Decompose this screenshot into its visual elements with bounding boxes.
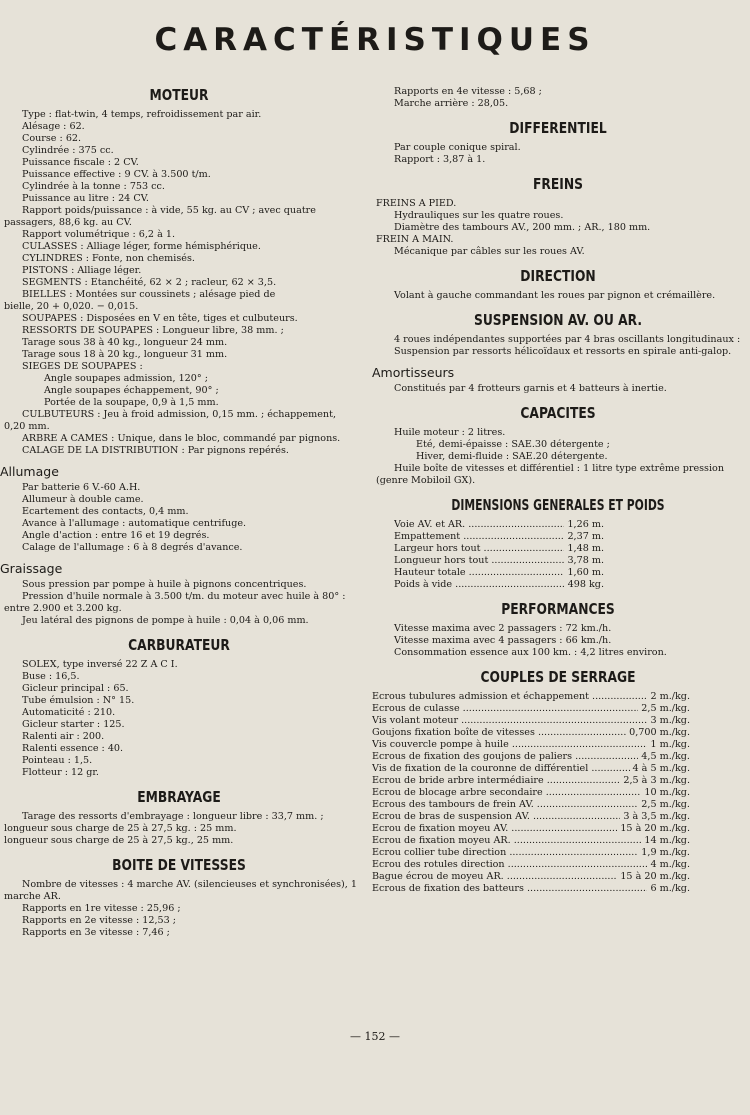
torque-row [372, 739, 690, 751]
torque-label: Ecrous tubulures admission et échappement ..... [372, 691, 647, 703]
torque-value: 1 m./kg. [650, 739, 690, 750]
spec-line: Vitesse maxima avec 2 passagers : 72 km./h. [394, 623, 612, 634]
dimension-row [394, 579, 604, 591]
spec-line: Hydrauliques sur les quatre roues. [394, 210, 564, 221]
torque-row [372, 727, 690, 739]
spec-line: Volant à gauche commandant les roues par pignon et crémaillère. [394, 290, 716, 301]
section-heading-couples: COUPLES DE SERRAGE [480, 668, 636, 686]
dimension-label: Largeur hors tout ..... [394, 543, 564, 555]
torque-value: 1,9 m./kg. [641, 847, 690, 858]
torque-label: Ecrous de fixation des batteurs ..... [372, 883, 647, 895]
spec-line: FREIN A MAIN. [376, 234, 454, 245]
spec-line: Ralenti essence : 40. [22, 743, 124, 754]
spec-line: Rapport : 3,87 à 1. [394, 154, 486, 165]
torque-row [372, 799, 690, 811]
spec-line: Constitués par 4 frotteurs garnis et 4 batteurs à inertie. [394, 383, 667, 394]
dimension-label: Empattement ..... [394, 531, 564, 543]
dimensions-table [372, 519, 744, 591]
torque-row [372, 823, 690, 835]
section-heading-differentiel: DIFFERENTIEL [509, 119, 607, 137]
spec-line: Huile moteur : 2 litres. [394, 427, 506, 438]
spec-line: Calage de l'allumage : 6 à 8 degrés d'avance. [22, 542, 243, 553]
dimension-label: Voie AV. et AR. ..... [394, 519, 564, 531]
torque-label: Bague écrou de moyeu AR. ..... [372, 871, 617, 883]
torque-row [372, 691, 690, 703]
spec-line: SEGMENTS : Etanchéité, 62 × 2 ; racleur, 62 × 3,5. [22, 277, 277, 288]
torque-label: Vis volant moteur ..... [372, 715, 647, 727]
spec-line: Gicleur starter : 125. [22, 719, 125, 730]
torque-row [372, 763, 690, 775]
section-heading-freins: FREINS [532, 175, 583, 193]
spec-line: Puissance effective : 9 CV. à 3.500 t/m. [22, 169, 211, 180]
left-column [0, 86, 358, 939]
spec-line: ARBRE A CAMES : Unique, dans le bloc, commandé par pignons. [22, 433, 341, 444]
spec-line: 4 roues indépendantes supportées par 4 bras oscillants longitudinaux : [394, 334, 741, 345]
torque-value: 10 m./kg. [644, 787, 690, 798]
spec-line: Par batterie 6 V.-60 A.H. [22, 482, 141, 493]
torque-value: 15 à 20 m./kg. [620, 871, 690, 882]
spec-line: Tube émulsion : N° 15. [22, 695, 135, 706]
dimension-value: 1,60 m. [567, 567, 604, 578]
spec-line: Jeu latéral des pignons de pompe à huile : 0,04 à 0,06 mm. [22, 615, 309, 626]
torque-label: Ecrou de fixation moyeu AR. ..... [372, 835, 641, 847]
dimension-label: Longueur hors tout ..... [394, 555, 564, 567]
spec-line: Rapports en 3e vitesse : 7,46 ; [22, 927, 170, 938]
section-carburateur [0, 659, 358, 779]
dimension-label: Poids à vide ..... [394, 579, 565, 591]
torque-label: Ecrou de fixation moyeu AV. ..... [372, 823, 617, 835]
spec-line: CALAGE DE LA DISTRIBUTION : Par pignons repérés. [22, 445, 289, 456]
spec-line: Allumeur à double came. [22, 494, 144, 505]
spec-line: Ecartement des contacts, 0,4 mm. [22, 506, 189, 517]
torque-label: Ecrou des rotules direction ..... [372, 859, 647, 871]
torque-label: Ecrou de blocage arbre secondaire ..... [372, 787, 641, 799]
spec-line: longueur sous charge de 25 à 27,5 kg., 25 mm. [4, 835, 234, 846]
torque-label: Ecrous de fixation des goujons de paliers ..... [372, 751, 638, 763]
spec-line: Rapports en 4e vitesse : 5,68 ; [394, 86, 542, 97]
spec-line: CULBUTEURS : Jeu à froid admission, 0,15 mm. ; échappement, 0,20 mm. [4, 409, 336, 432]
torque-label: Ecrous des tambours de frein AV. ..... [372, 799, 638, 811]
spec-line: Consommation essence aux 100 km. : 4,2 litres environ. [394, 647, 667, 658]
dimension-row [394, 531, 604, 543]
torque-value: 2,5 m./kg. [641, 703, 690, 714]
torque-value: 15 à 20 m./kg. [620, 823, 690, 834]
spec-line: Rapport volumétrique : 6,2 à 1. [22, 229, 175, 240]
spec-line: Eté, demi-épaisse : SAE.30 détergente ; [416, 439, 610, 450]
spec-line: CYLINDRES : Fonte, non chemisés. [22, 253, 195, 264]
spec-line: SOUPAPES : Disposées en V en tête, tiges et culbuteurs. [22, 313, 298, 324]
spec-line: bielle, 20 + 0,020. − 0,015. [4, 301, 139, 312]
section-heading-amortisseurs: Amortisseurs [372, 365, 455, 380]
section-heading-boite: BOITE DE VITESSES [112, 856, 246, 874]
torque-label: Goujons fixation boîte de vitesses ..... [372, 727, 626, 739]
spec-line: SIEGES DE SOUPAPES : [22, 361, 143, 372]
spec-line: Pointeau : 1,5. [22, 755, 93, 766]
torque-row [372, 751, 690, 763]
spec-line: Course : 62. [22, 133, 82, 144]
spec-line: Huile boîte de vitesses et différentiel : 1 litre type extrême pression (genre Mobiloil GX). [376, 463, 725, 486]
spec-line: Vitesse maxima avec 4 passagers : 66 km./h. [394, 635, 612, 646]
dimension-row [394, 519, 604, 531]
spec-line: Rapports en 2e vitesse : 12,53 ; [22, 915, 176, 926]
section-freins [372, 198, 744, 258]
spec-line: Flotteur : 12 gr. [22, 767, 99, 778]
spec-line: Type : flat-twin, 4 temps, refroidissement par air. [22, 109, 262, 120]
torque-row [372, 847, 690, 859]
spec-line: Cylindrée à la tonne : 753 cc. [22, 181, 165, 192]
section-heading-allumage: Allumage [0, 464, 59, 479]
spec-line: Rapport poids/puissance : à vide, 55 kg. au CV ; avec quatre passagers, 88,6 kg. au CV. [4, 205, 316, 228]
spec-line: Mécanique par câbles sur les roues AV. [394, 246, 585, 257]
section-heading-direction: DIRECTION [520, 267, 596, 285]
spec-line: Cylindrée : 375 cc. [22, 145, 114, 156]
torque-label: Vis de fixation de la couronne de différentiel ..... [372, 763, 630, 775]
spec-line: Nombre de vitesses : 4 marche AV. (silencieuses et synchronisées), 1 marche AR. [4, 879, 357, 902]
dimension-row [394, 555, 604, 567]
torque-value: 2 m./kg. [650, 691, 690, 702]
torque-row [372, 835, 690, 847]
torque-row [372, 787, 690, 799]
torque-row [372, 859, 690, 871]
spec-line: Tarage des ressorts d'embrayage : longueur libre : 33,7 mm. ; [22, 811, 324, 822]
spec-line: BIELLES : Montées sur coussinets ; alésage pied de [22, 289, 276, 300]
dimension-row [394, 567, 604, 579]
section-heading-embrayage: EMBRAYAGE [137, 788, 221, 806]
section-graissage [0, 579, 358, 627]
torque-label: Ecrou de bride arbre intermédiaire ..... [372, 775, 620, 787]
torque-value: 4 m./kg. [650, 859, 690, 870]
section-heading-graissage: Graissage [0, 561, 63, 576]
spec-line: Sous pression par pompe à huile à pignons concentriques. [22, 579, 307, 590]
section-amortisseurs [372, 383, 744, 395]
spec-line: Par couple conique spiral. [394, 142, 521, 153]
spec-line: Alésage : 62. [22, 121, 85, 132]
torque-value: 6 m./kg. [650, 883, 690, 894]
dimension-label: Hauteur totale ..... [394, 567, 564, 579]
section-heading-capacites: CAPACITES [520, 404, 596, 422]
spec-line: Angle d'action : entre 16 et 19 degrés. [22, 530, 210, 541]
dimension-value: 1,48 m. [567, 543, 604, 554]
torque-value: 2,5 à 3 m./kg. [623, 775, 690, 786]
torque-label: Vis couvercle pompe à huile ..... [372, 739, 647, 751]
torque-value: 3 m./kg. [650, 715, 690, 726]
spec-line: Rapports en 1re vitesse : 25,96 ; [22, 903, 181, 914]
section-heading-performances: PERFORMANCES [501, 600, 615, 618]
torque-label: Ecrous de culasse ..... [372, 703, 638, 715]
right-column [372, 86, 744, 895]
section-suspension [372, 334, 744, 358]
spec-line: Buse : 16,5. [22, 671, 80, 682]
section-performances [372, 623, 744, 659]
spec-line: Angle soupapes admission, 120° ; [44, 373, 208, 384]
page-number: — 152 — [350, 1030, 400, 1043]
torque-label: Ecrou de bras de suspension AV. ..... [372, 811, 620, 823]
spec-line: Tarage sous 38 à 40 kg., longueur 24 mm. [22, 337, 228, 348]
section-allumage [0, 482, 358, 554]
torque-value: 4 à 5 m./kg. [632, 763, 690, 774]
dimension-value: 498 kg. [567, 579, 604, 590]
torque-table [372, 691, 744, 895]
spec-line: Tarage sous 18 à 20 kg., longueur 31 mm. [22, 349, 228, 360]
section-direction [372, 290, 744, 302]
spec-line: PISTONS : Alliage léger. [22, 265, 142, 276]
section-heading-dimensions: DIMENSIONS GENERALES ET POIDS [451, 496, 665, 514]
section-embrayage [0, 811, 358, 847]
spec-line: longueur sous charge de 25 à 27,5 kg. : 25 mm. [4, 823, 237, 834]
spec-line: Gicleur principal : 65. [22, 683, 129, 694]
spec-line: Suspension par ressorts hélicoïdaux et ressorts en spirale anti-galop. [394, 346, 732, 357]
torque-row [372, 703, 690, 715]
spec-line: SOLEX, type inversé 22 Z A C I. [22, 659, 178, 670]
torque-row [372, 775, 690, 787]
spec-line: Portée de la soupape, 0,9 à 1,5 mm. [44, 397, 219, 408]
torque-value: 4,5 m./kg. [641, 751, 690, 762]
spec-line: Puissance au litre : 24 CV. [22, 193, 149, 204]
torque-row [372, 715, 690, 727]
torque-value: 14 m./kg. [644, 835, 690, 846]
torque-row [372, 811, 690, 823]
dimension-value: 1,26 m. [567, 519, 604, 530]
spec-line: RESSORTS DE SOUPAPES : Longueur libre, 38 mm. ; [22, 325, 284, 336]
dimension-value: 2,37 m. [567, 531, 604, 542]
torque-value: 0,700 m./kg. [629, 727, 690, 738]
spec-line: FREINS A PIED. [376, 198, 457, 209]
page-title: CARACTÉRISTIQUES [154, 22, 596, 58]
torque-row [372, 883, 690, 895]
torque-row [372, 871, 690, 883]
torque-label: Ecrou collier tube direction ..... [372, 847, 638, 859]
dimension-value: 3,78 m. [567, 555, 604, 566]
spec-line: Automaticité : 210. [22, 707, 116, 718]
spec-line: Ralenti air : 200. [22, 731, 105, 742]
dimension-row [394, 543, 604, 555]
section-boite [0, 879, 358, 939]
torque-value: 3 à 3,5 m./kg. [623, 811, 690, 822]
spec-line: Angle soupapes échappement, 90° ; [44, 385, 219, 396]
section-differentiel [372, 142, 744, 166]
spec-line: Diamètre des tambours AV., 200 mm. ; AR., 180 mm. [394, 222, 651, 233]
section-moteur [0, 109, 358, 457]
spec-line: Avance à l'allumage : automatique centrifuge. [22, 518, 247, 529]
spec-line: CULASSES : Alliage léger, forme hémisphérique. [22, 241, 261, 252]
spec-line: Marche arrière : 28,05. [394, 98, 509, 109]
spec-line: Pression d'huile normale à 3.500 t/m. du moteur avec huile à 80° : entre 2.900 et 3.200 kg. [4, 591, 346, 614]
torque-value: 2,5 m./kg. [641, 799, 690, 810]
section-boite-continued [372, 86, 744, 110]
section-heading-carburateur: CARBURATEUR [128, 636, 230, 654]
section-capacites [372, 427, 744, 487]
spec-line: Puissance fiscale : 2 CV. [22, 157, 139, 168]
spec-line: Hiver, demi-fluide : SAE.20 détergente. [416, 451, 608, 462]
section-heading-suspension: SUSPENSION AV. OU AR. [473, 311, 643, 329]
section-heading-moteur: MOTEUR [149, 86, 209, 104]
